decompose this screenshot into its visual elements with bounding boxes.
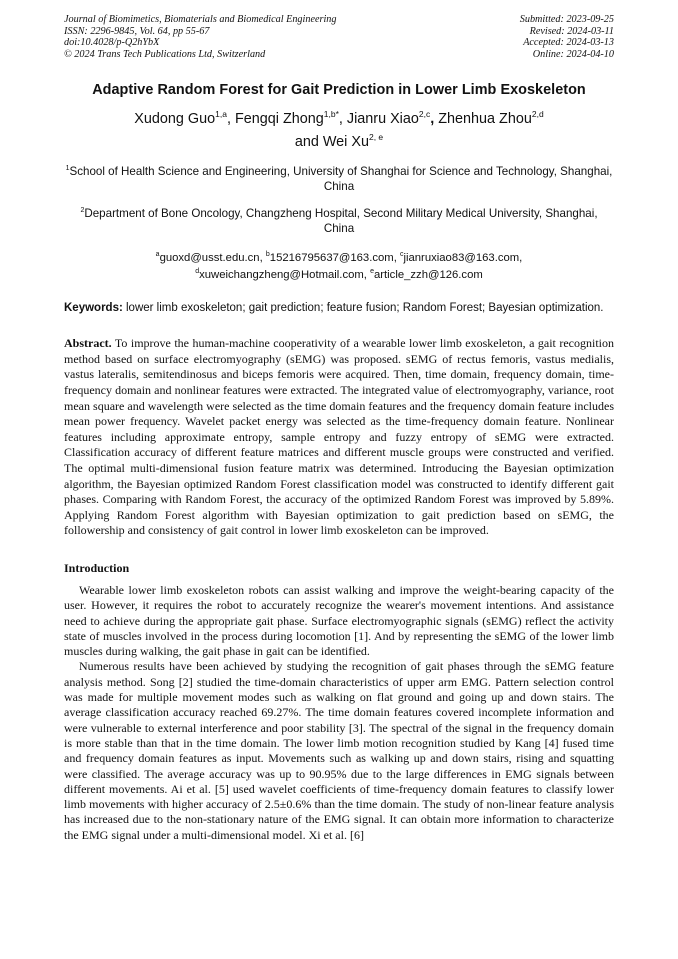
online-date: Online: 2024-04-10 — [532, 48, 614, 60]
affiliation-num: 2 — [80, 206, 85, 214]
keywords-text: lower limb exoskeleton; gait prediction; feature fusion; Random Forest; Bayesian optimization. — [126, 302, 604, 315]
submitted-date: Submitted: 2023-09-25 — [519, 14, 614, 25]
email-b[interactable]: 15216795637@163.com, — [269, 251, 397, 264]
intro-paragraph: Wearable lower limb exoskeleton robots can assist walking and improve the weight-bearing capacity of the user. However, it requires the robot to accurately recognize the wearer's movement intentions. And assistance need to achieve during the appropriate gait phase. Surface electromyographic signals (sEMG) reflect the activity state of muscles involved in the process during locomotion [1]. And by representing the sEMG of the lower limb muscles during walking, the gait phase in gait can be identified. — [64, 582, 614, 659]
journal-info — [64, 14, 336, 60]
revised-date: Revised: 2024-03-11 — [529, 25, 614, 37]
author-name: Xudong Guo — [134, 111, 216, 128]
author-sup: 1,b* — [323, 109, 339, 120]
doi[interactable]: doi:10.4028/p-Q2hYbX — [64, 37, 160, 49]
email-a[interactable]: guoxd@usst.edu.cn, — [159, 251, 263, 264]
publication-dates — [520, 14, 614, 60]
abstract — [64, 336, 614, 539]
author-name: Jianru Xiao — [346, 111, 419, 128]
email-d[interactable]: xuweichangzheng@Hotmail.com, — [199, 268, 367, 281]
author-emails: $^a$guoxd@usst.edu.cn, $^b$15216795637@163.com, $^c$jianruxiao83@163.com, $^d$xuweichangzheng@Hotmail.com, $^e$article_zzh@126.com — [155, 250, 523, 281]
author-name: Zhenhua Zhou — [438, 111, 532, 128]
author-sup: 2, e — [368, 132, 384, 143]
issn: ISSN: 2296-9845, Vol. 64, pp 55-67 — [64, 25, 210, 37]
author-name: Wei Xu — [322, 133, 369, 150]
paper-page — [64, 14, 614, 843]
author-sup: 1,a — [215, 109, 227, 120]
author-sup: 2,c — [418, 109, 431, 120]
section-heading-introduction: Introduction — [64, 560, 130, 575]
author-name: Fengqi Zhong — [234, 111, 324, 128]
author-sup: 2,d — [531, 109, 544, 120]
author-list: Xudong Guo$^{1,a}$, Fengqi Zhong$^{1,b*}$, Jianru Xiao$^{2,c}$, Zhenhua Zhou$^{2,d}$ and Wei Xu$^{2, e}$ — [134, 109, 544, 150]
paper-title: Adaptive Random Forest for Gait Prediction in Lower Limb Exoskeleton — [92, 82, 586, 99]
abstract-label: Abstract. — [64, 336, 112, 351]
keywords-label: Keywords: — [64, 302, 123, 315]
journal-name: Journal of Biomimetics, Biomaterials and Biomedical Engineering — [64, 14, 337, 25]
affiliation-text: Department of Bone Oncology, Changzheng Hospital, Second Military Medical University, Shanghai, China — [84, 206, 598, 235]
affiliation-2 — [64, 203, 614, 236]
journal-header — [64, 14, 614, 60]
affiliation-1 — [64, 161, 614, 194]
intro-paragraph: Numerous results have been achieved by studying the recognition of gait phases through the sEMG feature analysis method. Song [2] studied the time-domain characteristics of upper arm EMG. Pattern selection control was made for multiple movement modes such as walking on flat ground and going up and down stairs. The average classification accuracy reached 69.27%. The time domain features covered incomplete information and were vulnerable to external interference and poor stability [3]. The spectral of the signal in the frequency domain is more stable than that in the time domain. The lower limb motion recognition studied by Kang [4] fused time and frequency domain features as input. Movements such as walking up and down stairs, rising and squatting were classified. The average accuracy was up to 90.95% due to the large differences in EMG signals between different movements. Ai et al. [5] used wavelet coefficients of time-frequency domain features to classify lower limb movements with higher accuracy of 2.5±0.6% than the time domain. The study of non-linear feature analysis has increased due to the non-stationary nature of the EMG signal. It can obtain more information to characterize the EMG signal under a multi-dimensional model. Xi et al. [6] — [64, 659, 614, 842]
email-e[interactable]: article_zzh@126.com — [373, 268, 483, 281]
affiliation-num: 1 — [65, 164, 70, 172]
copyright: © 2024 Trans Tech Publications Ltd, Switzerland — [64, 48, 266, 60]
keywords — [64, 301, 614, 316]
accepted-date: Accepted: 2024-03-13 — [523, 37, 614, 49]
affiliation-text: School of Health Science and Engineering, University of Shanghai for Science and Technology, Shanghai, China — [69, 164, 613, 193]
abstract-text: To improve the human-machine cooperativity of a wearable lower limb exoskeleton, a gait recognition method based on surface electromyography (sEMG) was proposed. sEMG of rectus femoris, vastus medialis, vastus lateralis, semitendinosus and biceps femoris were acquired. Then, time domain, frequency domain, time-frequency domain and nonlinear features were extracted. The integrated value of electromyography, variance, root mean square and wavelength were selected as the time domain features and the frequency domain feature includes mean power frequency. Wavelet packet energy was selected as the time-frequency domain feature. Nonlinear features including approximate entropy, sample entropy and fuzzy entropy of sEMG were extracted. Classification accuracy of different feature matrices and different muscle groups were constructed and verified. The optimal multi-dimensional fusion feature matrix was determined. Introducing the Bayesian optimization algorithm, the Bayesian optimized Random Forest classification model was constructed to identify different gait phases. Comparing with Random Forest, the accuracy of the optimized Random Forest was improved by 5.89%. Applying Random Forest algorithm with Bayesian optimization to gait prediction based on sEMG, the followership and consistency of gait control in lower limb exoskeleton can be improved. — [64, 336, 614, 538]
email-c[interactable]: jianruxiao83@163.com, — [403, 251, 523, 264]
